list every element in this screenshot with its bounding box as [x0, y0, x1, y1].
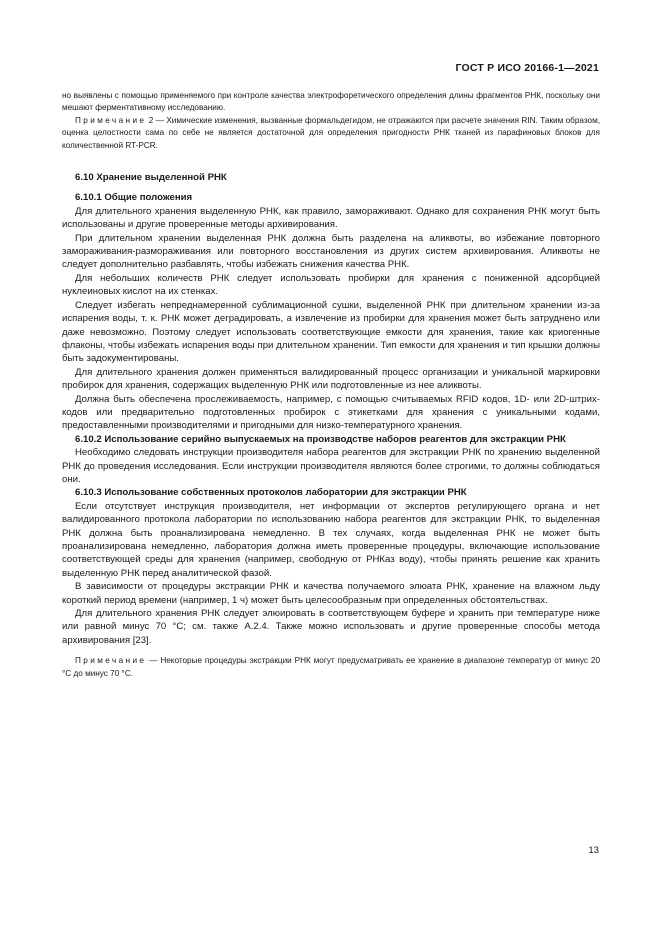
section-heading: 6.10 Хранение выделенной РНК: [75, 172, 227, 184]
paragraph: Для небольших количеств РНК следует использовать пробирки для хранения с пониженной адсорбцией нуклеиновых кислот на их стенках.: [62, 272, 600, 298]
paragraph: Следует избегать непреднамеренной сублимационной сушки, выделенной РНК при длительном хранении из-за испарения воды, т. к. РНК может деградировать, а извлечение из пробирки для хранения может быть затруднено или даже невозможно. Поэтому следует использовать соответствующие емкости для хранения, такие как криогенные флаконы, чтобы избежать испарения воды при длительном хранении. Тип емкости для хранения и тип крышки должны быть задокументированы.: [62, 299, 600, 365]
note-2-label: Примечание: [75, 115, 147, 125]
paragraph: Для длительного хранения выделенную РНК, как правило, замораживают. Однако для сохранения РНК могут быть использованы и другие проверенные методы архивирования.: [62, 205, 600, 231]
paragraph: Необходимо следовать инструкции производителя набора реагентов для экстракции РНК по хранению выделенной РНК до проведения исследования. Если инструкции производителя являются более строгими, то должны соблюдаться они.: [62, 447, 600, 485]
paragraph: В зависимости от процедуры экстракции РНК и качества получаемого элюата РНК, хранение на влажном льду короткий период времени (например, 1 ч) может быть целесообразным при определенных обстоятельствах.: [62, 581, 600, 606]
paragraph: Если отсутствует инструкция производителя, нет информации от экспертов регулирующего органа и нет валидированного протокола лаборатории по использованию набора реагентов для экстракции РНК, то выделенная РНК должна быть проанализирована немедленно. В тех случаях, когда выделенная РНК не может быть проанализирована немедленно, лаборатория должна иметь проверенные процедуры, включающие использование соответствующей среды для хранения (например, свободную от РНКаз воду), чтобы принять решение как хранить выделенную РНК перед аналитической фазой.: [62, 500, 600, 579]
paragraph: Для длительного хранения РНК следует элюировать в соответствующем буфере и хранить при температуре ниже или равной минус 70 °С; см. также А.2.4. Также можно использовать и другие проверенные способы метода архивирования [23].: [62, 608, 600, 646]
note-2: [62, 115, 600, 152]
subsection-1-heading: 6.10.1 Общие положения: [75, 192, 193, 204]
page-content: [62, 90, 600, 680]
subsection-3-heading: 6.10.3 Использование собственных протоколов лаборатории для экстракции РНК: [75, 487, 467, 499]
paragraph: Должна быть обеспечена прослеживаемость, например, с помощью считываемых RFID кодов, 1D- или 2D-штрих-кодов или предварительно подготовленных пробирок с этикетками для хранения с уникальными кодами, предоставленными производителями и пригодными для низко-температурного хранения.: [62, 393, 600, 432]
paragraph: Для длительного хранения должен применяться валидированный процесс организации и уникальной маркировки пробирок для хранения, содержащих выделенную РНК или подготовленные из нее аликвоты.: [62, 366, 600, 392]
note-final: [62, 655, 600, 680]
note-final-label: Примечание: [75, 656, 147, 666]
document-id: ГОСТ Р ИСО 20166-1—2021: [455, 62, 599, 74]
intro-paragraph: но выявлены с помощью применяемого при контроле качества электрофоретического определения длины фрагментов РНК, поскольку они мешают ферментативному исследованию.: [62, 91, 600, 113]
paragraph: При длительном хранении выделенная РНК должна быть разделена на аликвоты, во избежание повторного замораживания-размораживания или повторного восстановления из других систем архивирования. Аликвоты не следует дополнительно разбавлять, чтобы избежать снижения качества РНК.: [62, 232, 600, 271]
page-number: 13: [588, 845, 599, 856]
note-final-text: — Некоторые процедуры экстракции РНК могут предусматривать ее хранение в диапазоне температур от минус 20 °С до минус 70 °С.: [62, 656, 600, 678]
note-2-text: 2 — Химические изменения, вызванные формальдегидом, не отражаются при расчете значения RIN. Таким образом, оценка целостности сама по себе не является достаточной для определения пригодности РНК тканей из парафиновых блоков для количественной RT-PCR.: [62, 115, 600, 150]
subsection-2-heading: 6.10.2 Использование серийно выпускаемых на производстве наборов реагентов для экстракции РНК: [75, 433, 566, 445]
